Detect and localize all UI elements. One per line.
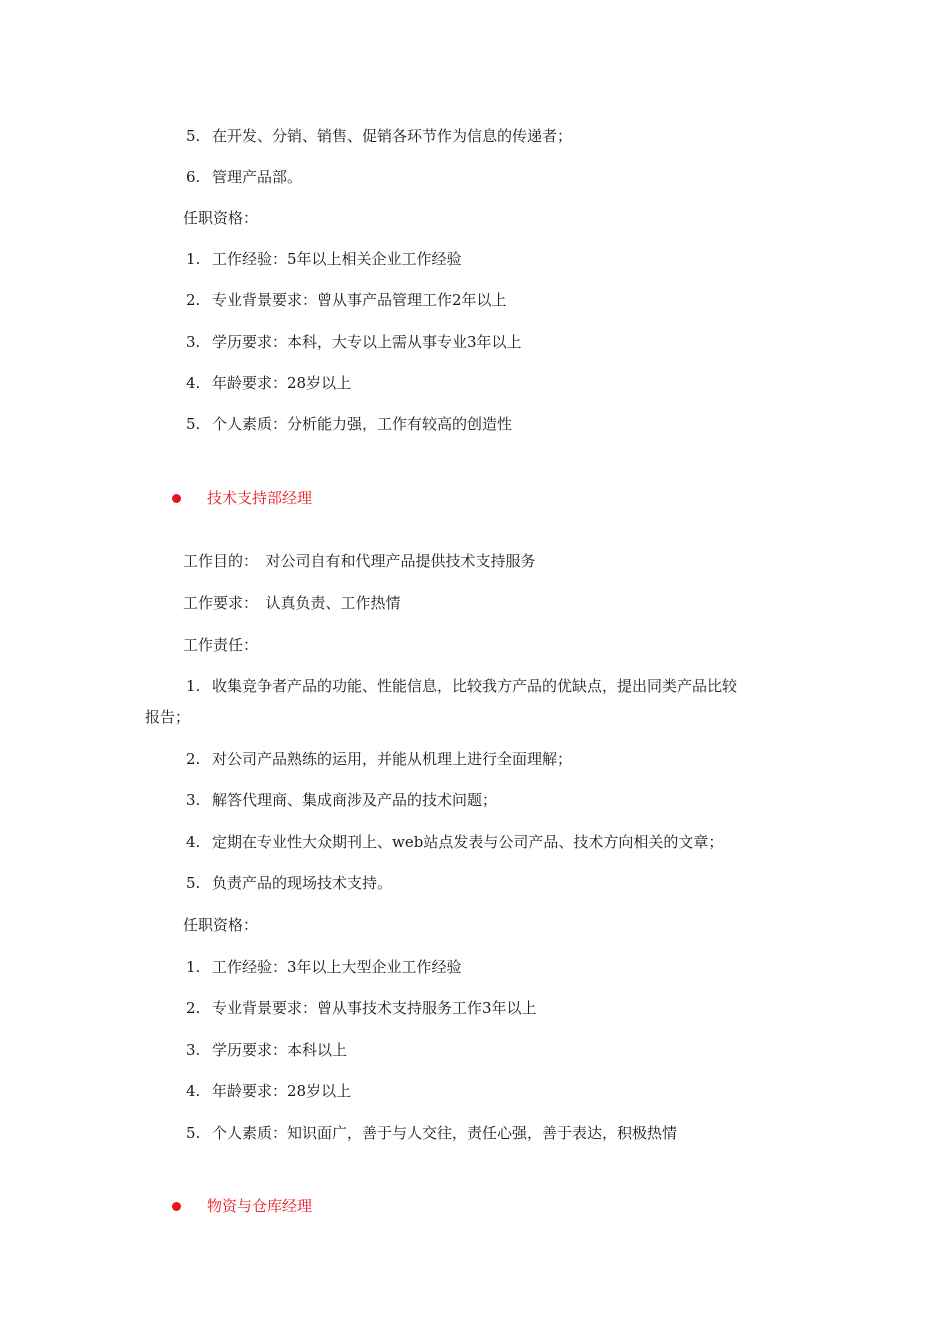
qualification-item: 工作经验：3年以上大型企业工作经验 — [212, 958, 462, 976]
work-requirement: 工作要求： 认真负责、工作热情 — [183, 594, 401, 612]
qualification-item: 年龄要求：28岁以上 — [212, 1082, 352, 1100]
duty-item: 定期在专业性大众期刊上、web站点发表与公司产品、技术方向相关的文章； — [212, 833, 724, 851]
list-number: 3. — [186, 333, 201, 351]
list-number: 3. — [186, 1041, 201, 1059]
list-number: 4. — [186, 1082, 201, 1100]
list-number: 2. — [186, 291, 201, 309]
duty-item: 在开发、分销、销售、促销各环节作为信息的传递者； — [212, 127, 573, 145]
qualification-item: 专业背景要求：曾从事技术支持服务工作3年以上 — [212, 999, 537, 1017]
list-number: 2. — [186, 750, 201, 768]
duty-item: 管理产品部。 — [212, 168, 303, 186]
duty-item: 收集竞争者产品的功能、性能信息，比较我方产品的优缺点，提出同类产品比较 — [212, 677, 738, 695]
list-number: 1. — [186, 250, 201, 268]
work-purpose: 工作目的： 对公司自有和代理产品提供技术支持服务 — [183, 552, 536, 570]
list-number: 5. — [186, 874, 201, 892]
list-number: 4. — [186, 374, 201, 392]
qualification-item: 工作经验：5年以上相关企业工作经验 — [212, 250, 462, 268]
list-number: 2. — [186, 999, 201, 1017]
section-heading: 物资与仓库经理 — [207, 1197, 313, 1215]
duty-item-continuation: 报告； — [145, 708, 191, 726]
qualification-item: 个人素质：分析能力强，工作有较高的创造性 — [212, 415, 513, 433]
responsibilities-title: 工作责任： — [183, 636, 259, 654]
list-number: 6. — [186, 168, 201, 186]
duty-item: 对公司产品熟练的运用，并能从机理上进行全面理解； — [212, 750, 573, 768]
section-heading: 技术支持部经理 — [207, 489, 313, 507]
list-number: 1. — [186, 958, 201, 976]
qualifications-title: 任职资格： — [183, 209, 259, 227]
duty-item: 负责产品的现场技术支持。 — [212, 874, 393, 892]
bullet-icon — [172, 1202, 181, 1211]
list-number: 3. — [186, 791, 201, 809]
qualifications-title: 任职资格： — [183, 916, 259, 934]
qualification-item: 学历要求：本科，大专以上需从事专业3年以上 — [212, 333, 522, 351]
list-number: 5. — [186, 127, 201, 145]
qualification-item: 专业背景要求：曾从事产品管理工作2年以上 — [212, 291, 507, 309]
qualification-item: 个人素质：知识面广，善于与人交往，责任心强，善于表达，积极热情 — [212, 1124, 678, 1142]
bullet-icon — [172, 494, 181, 503]
list-number: 5. — [186, 1124, 201, 1142]
list-number: 5. — [186, 415, 201, 433]
duty-item: 解答代理商、集成商涉及产品的技术问题； — [212, 791, 498, 809]
list-number: 1. — [186, 677, 201, 695]
qualification-item: 年龄要求：28岁以上 — [212, 374, 352, 392]
list-number: 4. — [186, 833, 201, 851]
qualification-item: 学历要求：本科以上 — [212, 1041, 348, 1059]
